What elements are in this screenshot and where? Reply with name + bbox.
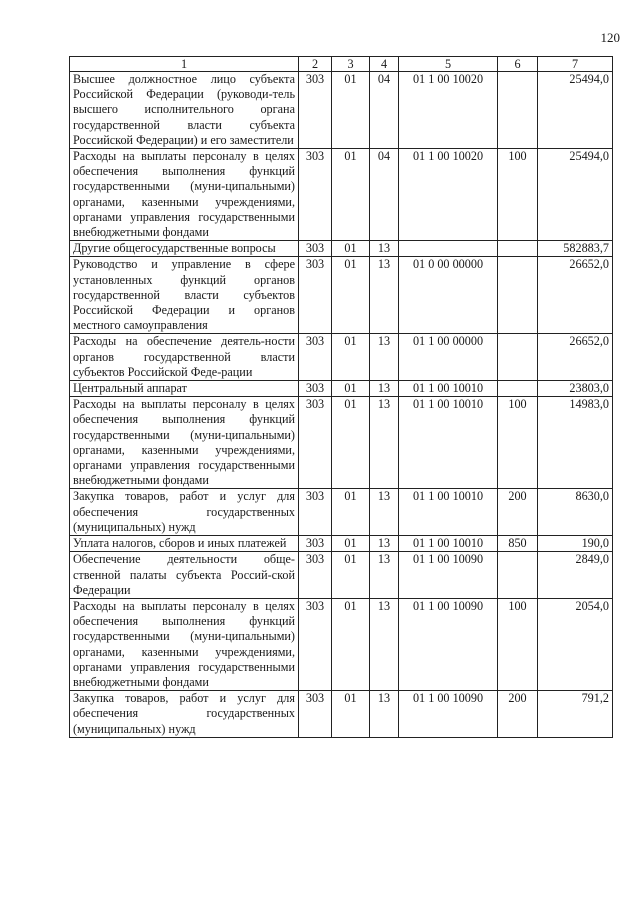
expense-type-cell	[498, 241, 538, 257]
section-code-cell: 01	[332, 536, 370, 552]
expense-name-cell: Высшее должностное лицо субъекта Российской Федерации (руководи-тель высшего исполнительного органа государственной власти субъекта Российской Федерации) и его заместители	[70, 72, 299, 149]
expense-type-cell: 200	[498, 489, 538, 536]
expense-name-cell: Расходы на обеспечение деятель-ности органов государственной власти субъектов Российской Феде-рации	[70, 334, 299, 381]
amount-cell: 14983,0	[538, 397, 613, 489]
expense-name-cell: Расходы на выплаты персоналу в целях обеспечения выполнения функций государственными (муни-ципальными) органами, казенными учреждениями, органами управления государственными внебюджетными фондами	[70, 149, 299, 241]
table-row	[70, 257, 613, 334]
table-row	[70, 72, 613, 149]
amount-cell: 23803,0	[538, 381, 613, 397]
amount-cell: 26652,0	[538, 334, 613, 381]
target-article-cell: 01 1 00 10010	[399, 397, 498, 489]
subsection-code-cell: 13	[370, 489, 399, 536]
target-article-cell: 01 0 00 00000	[399, 257, 498, 334]
ministry-code-cell: 303	[299, 241, 332, 257]
table-row	[70, 489, 613, 536]
target-article-cell: 01 1 00 10090	[399, 598, 498, 690]
expense-type-cell: 100	[498, 598, 538, 690]
amount-cell: 190,0	[538, 536, 613, 552]
amount-cell: 26652,0	[538, 257, 613, 334]
expense-type-cell	[498, 381, 538, 397]
table-row	[70, 536, 613, 552]
ministry-code-cell: 303	[299, 691, 332, 738]
subsection-code-cell: 13	[370, 691, 399, 738]
ministry-code-cell: 303	[299, 536, 332, 552]
expense-type-cell: 200	[498, 691, 538, 738]
ministry-code-cell: 303	[299, 149, 332, 241]
subsection-code-cell: 13	[370, 381, 399, 397]
subsection-code-cell: 13	[370, 334, 399, 381]
table-row	[70, 552, 613, 599]
expense-name-cell: Расходы на выплаты персоналу в целях обеспечения выполнения функций государственными (муни-ципальными) органами, казенными учреждениями, органами управления государственными внебюджетными фондами	[70, 397, 299, 489]
amount-cell: 2054,0	[538, 598, 613, 690]
section-code-cell: 01	[332, 149, 370, 241]
table-row	[70, 381, 613, 397]
target-article-cell: 01 1 00 10090	[399, 691, 498, 738]
expense-name-cell: Закупка товаров, работ и услуг для обеспечения государственных (муниципальных) нужд	[70, 489, 299, 536]
table-row	[70, 691, 613, 738]
subsection-code-cell: 04	[370, 72, 399, 149]
subsection-code-cell: 13	[370, 536, 399, 552]
column-header: 1	[70, 57, 299, 72]
column-number-row	[70, 57, 613, 72]
ministry-code-cell: 303	[299, 334, 332, 381]
table-row	[70, 334, 613, 381]
target-article-cell: 01 1 00 10020	[399, 72, 498, 149]
subsection-code-cell: 13	[370, 257, 399, 334]
column-header: 2	[299, 57, 332, 72]
ministry-code-cell: 303	[299, 72, 332, 149]
subsection-code-cell: 04	[370, 149, 399, 241]
expense-name-cell: Закупка товаров, работ и услуг для обеспечения государственных (муниципальных) нужд	[70, 691, 299, 738]
expense-type-cell	[498, 334, 538, 381]
budget-table	[69, 56, 613, 738]
section-code-cell: 01	[332, 691, 370, 738]
page-number: 120	[600, 30, 620, 45]
ministry-code-cell: 303	[299, 552, 332, 599]
target-article-cell: 01 1 00 10090	[399, 552, 498, 599]
expense-type-cell	[498, 552, 538, 599]
target-article-cell	[399, 241, 498, 257]
expense-type-cell: 100	[498, 397, 538, 489]
column-header: 6	[498, 57, 538, 72]
section-code-cell: 01	[332, 72, 370, 149]
ministry-code-cell: 303	[299, 598, 332, 690]
expense-name-cell: Другие общегосударственные вопросы	[70, 241, 299, 257]
amount-cell: 25494,0	[538, 72, 613, 149]
ministry-code-cell: 303	[299, 257, 332, 334]
column-header: 7	[538, 57, 613, 72]
target-article-cell: 01 1 00 10010	[399, 489, 498, 536]
ministry-code-cell: 303	[299, 489, 332, 536]
section-code-cell: 01	[332, 241, 370, 257]
table-row	[70, 598, 613, 690]
subsection-code-cell: 13	[370, 598, 399, 690]
expense-name-cell: Обеспечение деятельности обще-ственной палаты субъекта Россий-ской Федерации	[70, 552, 299, 599]
section-code-cell: 01	[332, 257, 370, 334]
amount-cell: 25494,0	[538, 149, 613, 241]
expense-type-cell	[498, 72, 538, 149]
subsection-code-cell: 13	[370, 241, 399, 257]
expense-name-cell: Расходы на выплаты персоналу в целях обеспечения выполнения функций государственными (муни-ципальными) органами, казенными учреждениями, органами управления государственными внебюджетными фондами	[70, 598, 299, 690]
ministry-code-cell: 303	[299, 381, 332, 397]
column-header: 4	[370, 57, 399, 72]
target-article-cell: 01 1 00 10010	[399, 536, 498, 552]
expense-name-cell: Руководство и управление в сфере установленных функций органов государственной власти субъектов Российской Федерации и органов местного самоуправления	[70, 257, 299, 334]
subsection-code-cell: 13	[370, 552, 399, 599]
amount-cell: 2849,0	[538, 552, 613, 599]
section-code-cell: 01	[332, 598, 370, 690]
expense-name-cell: Уплата налогов, сборов и иных платежей	[70, 536, 299, 552]
section-code-cell: 01	[332, 334, 370, 381]
expense-name-cell: Центральный аппарат	[70, 381, 299, 397]
section-code-cell: 01	[332, 397, 370, 489]
column-header: 5	[399, 57, 498, 72]
amount-cell: 791,2	[538, 691, 613, 738]
expense-type-cell: 100	[498, 149, 538, 241]
column-header: 3	[332, 57, 370, 72]
table-row	[70, 397, 613, 489]
section-code-cell: 01	[332, 381, 370, 397]
amount-cell: 582883,7	[538, 241, 613, 257]
subsection-code-cell: 13	[370, 397, 399, 489]
section-code-cell: 01	[332, 489, 370, 536]
expense-type-cell	[498, 257, 538, 334]
table-row	[70, 149, 613, 241]
amount-cell: 8630,0	[538, 489, 613, 536]
target-article-cell: 01 1 00 10020	[399, 149, 498, 241]
table-row	[70, 241, 613, 257]
target-article-cell: 01 1 00 00000	[399, 334, 498, 381]
target-article-cell: 01 1 00 10010	[399, 381, 498, 397]
ministry-code-cell: 303	[299, 397, 332, 489]
expense-type-cell: 850	[498, 536, 538, 552]
section-code-cell: 01	[332, 552, 370, 599]
